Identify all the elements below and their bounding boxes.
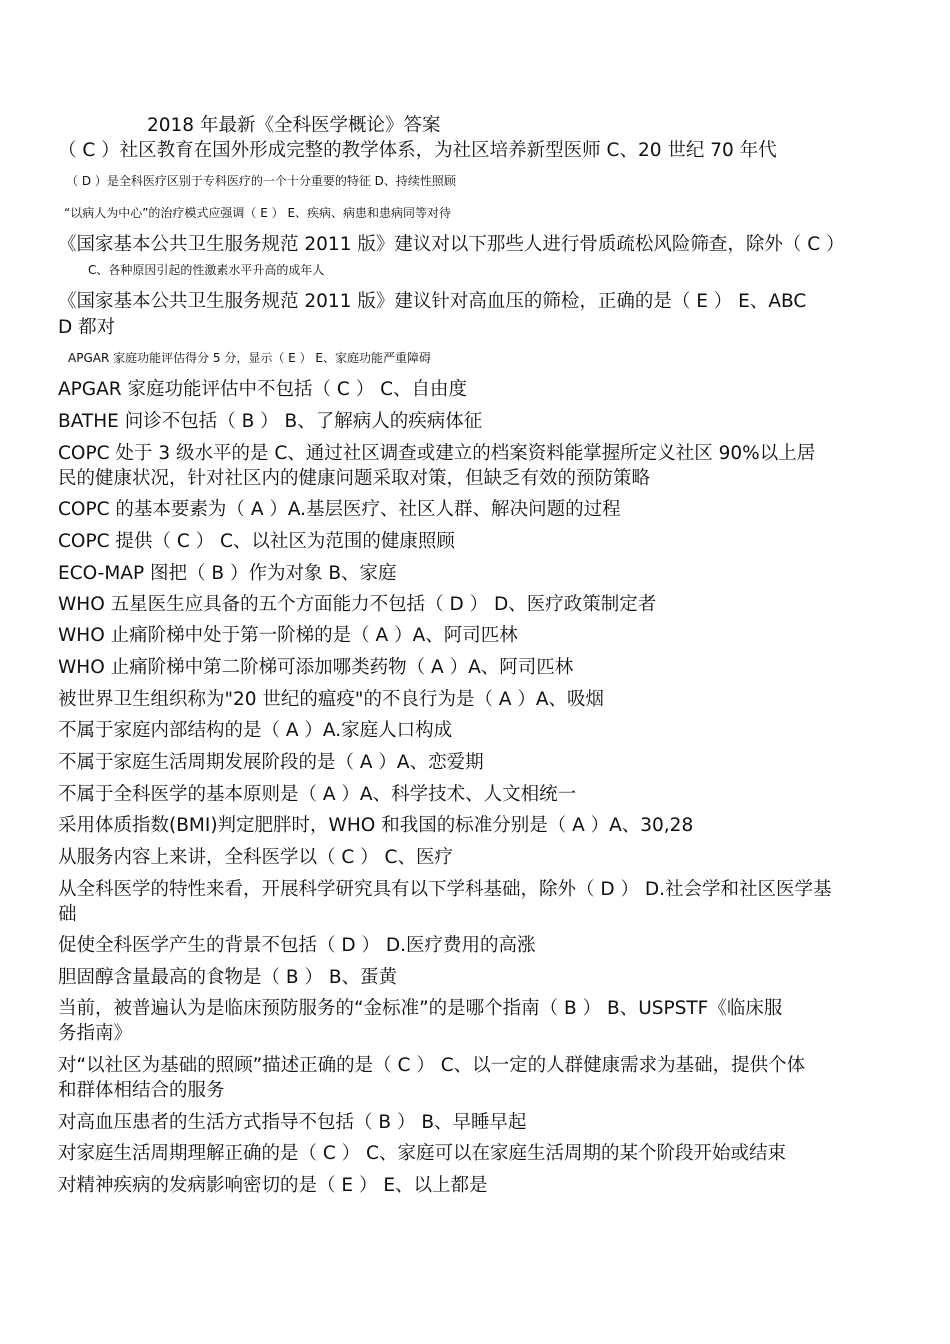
answer-line-25-cont: 务指南》: [58, 1023, 133, 1044]
answer-line-16: 被世界卫生组织称为"20 世纪的瘟疫"的不良行为是（ A ）A、吸烟: [58, 689, 605, 710]
answer-line-24: 胆固醇含量最高的食物是（ B ） B、蛋黄: [58, 967, 398, 988]
answer-line-20: 采用体质指数(BMI)判定肥胖时，WHO 和我国的标准分别是（ A ）A、30,28: [58, 815, 694, 836]
answer-line-21: 从服务内容上来讲，全科医学以（ C ） C、医疗: [58, 847, 453, 868]
answer-line-14: WHO 止痛阶梯中处于第一阶梯的是（ A ）A、阿司匹林: [58, 625, 518, 646]
answer-line-7: APGAR 家庭功能评估中不包括（ C ） C、自由度: [58, 379, 468, 400]
answer-line-12: ECO-MAP 图把（ B ）作为对象 B、家庭: [58, 563, 397, 584]
answer-line-6: APGAR 家庭功能评估得分 5 分，显示（ E ） E、家庭功能严重障碍: [68, 351, 431, 365]
answer-line-22: 从全科医学的特性来看，开展科学研究具有以下学科基础，除外（ D ） D.社会学和社区医学基: [58, 879, 832, 900]
answer-line-15: WHO 止痛阶梯中第二阶梯可添加哪类药物（ A ）A、阿司匹林: [58, 657, 574, 678]
answer-line-9: COPC 处于 3 级水平的是 C、通过社区调查或建立的档案资料能掌握所定义社区 90%以上居: [58, 443, 816, 464]
answer-line-9-cont: 民的健康状况，针对社区内的健康问题采取对策，但缺乏有效的预防策略: [58, 468, 651, 489]
answer-line-25: 当前，被普遍认为是临床预防服务的“金标准”的是哪个指南（ B ） B、USPSTF《临床服: [58, 998, 783, 1019]
document-title: 2018 年最新《全科医学概论》答案: [147, 115, 441, 136]
answer-line-22-cont: 础: [58, 904, 77, 925]
answer-line-19: 不属于全科医学的基本原则是（ A ）A、科学技术、人文相统一: [58, 784, 577, 805]
answer-line-18: 不属于家庭生活周期发展阶段的是（ A ）A、恋爱期: [58, 752, 484, 773]
answer-line-13: WHO 五星医生应具备的五个方面能力不包括（ D ） D、医疗政策制定者: [58, 594, 657, 615]
answer-line-17: 不属于家庭内部结构的是（ A ）A.家庭人口构成: [58, 720, 453, 741]
answer-line-2: （ D ）是全科医疗区别于专科医疗的一个十分重要的特征 D、持续性照顾: [66, 174, 456, 188]
answer-line-26: 对“以社区为基础的照顾”描述正确的是（ C ） C、以一定的人群健康需求为基础，提供个体: [58, 1055, 806, 1076]
answer-line-26-cont: 和群体相结合的服务: [58, 1080, 225, 1101]
answer-line-29: 对精神疾病的发病影响密切的是（ E ） E、以上都是: [58, 1175, 488, 1196]
answer-line-23: 促使全科医学产生的背景不包括（ D ） D.医疗费用的高涨: [58, 935, 536, 956]
answer-line-4-cont: C、各种原因引起的性激素水平升高的成年人: [88, 263, 325, 277]
answer-line-27: 对高血压患者的生活方式指导不包括（ B ） B、早睡早起: [58, 1112, 527, 1133]
answer-line-3: “以病人为中心”的治疗模式应强调（ E ） E、疾病、病患和患病同等对待: [64, 206, 452, 220]
answer-line-11: COPC 提供（ C ） C、以社区为范围的健康照顾: [58, 531, 455, 552]
answer-line-8: BATHE 问诊不包括（ B ） B、了解病人的疾病体征: [58, 411, 483, 432]
answer-line-1: （ C ）社区教育在国外形成完整的教学体系，为社区培养新型医师 C、20 世纪 70 年代: [58, 140, 777, 161]
answer-line-28: 对家庭生活周期理解正确的是（ C ） C、家庭可以在家庭生活周期的某个阶段开始或结束: [58, 1143, 786, 1164]
answer-line-5: 《国家基本公共卫生服务规范 2011 版》建议针对高血压的筛检，正确的是（ E ） E、ABC: [58, 291, 807, 312]
answer-line-4: 《国家基本公共卫生服务规范 2011 版》建议对以下那些人进行骨质疏松风险筛查，除外（ C ）: [58, 234, 845, 255]
answer-line-10: COPC 的基本要素为（ A ）A.基层医疗、社区人群、解决问题的过程: [58, 499, 621, 520]
answer-line-5-cont: D 都对: [58, 317, 116, 338]
